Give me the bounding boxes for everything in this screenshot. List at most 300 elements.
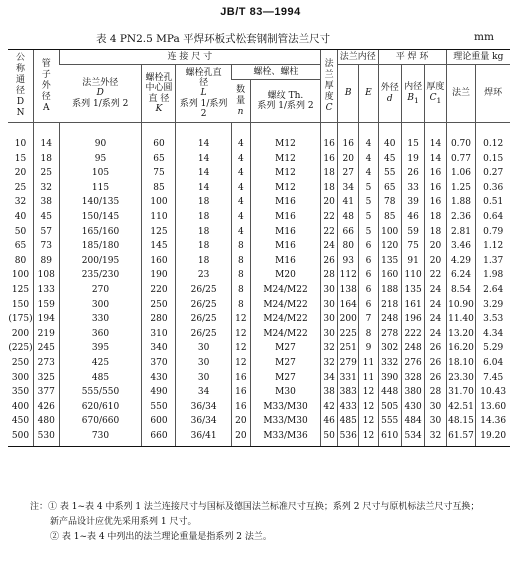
table-cell: 1.88: [446, 195, 476, 210]
table-cell: 15: [401, 123, 424, 152]
table-cell: 26: [321, 254, 338, 269]
table-cell: 8: [231, 239, 250, 254]
table-cell: 159: [34, 298, 60, 313]
table-cell: 12: [231, 312, 250, 327]
table-cell: 480: [34, 414, 60, 429]
table-cell: 555/550: [59, 385, 142, 400]
table-cell: 12: [231, 341, 250, 356]
table-cell: 14: [176, 166, 231, 181]
table-cell: 2.36: [446, 210, 476, 225]
table-cell: 85: [378, 210, 401, 225]
col-header-ring-od: 外径 d: [378, 65, 401, 123]
table-cell: M16: [250, 210, 320, 225]
table-cell: 48: [338, 210, 359, 225]
table-cell: 4: [359, 166, 378, 181]
table-cell: 26/25: [176, 298, 231, 313]
table-cell: 235/230: [59, 268, 142, 283]
table-cell: 620/610: [59, 400, 142, 415]
table-cell: 485: [338, 414, 359, 429]
table-cell: 14: [34, 123, 60, 152]
table-cell: 18: [176, 225, 231, 240]
table-cell: M16: [250, 195, 320, 210]
table-cell: 270: [59, 283, 142, 298]
table-cell: 14: [425, 152, 446, 167]
table-cell: 279: [338, 356, 359, 371]
table-cell: 6: [359, 283, 378, 298]
table-cell: 8: [231, 283, 250, 298]
table-row: [8, 123, 510, 152]
table-cell: 196: [401, 312, 424, 327]
table-cell: 22: [321, 210, 338, 225]
table-cell: 38: [321, 385, 338, 400]
table-cell: 400: [11, 401, 30, 412]
table-cell: 30: [176, 371, 231, 386]
table-cell: 536: [338, 429, 359, 447]
table-cell: 59: [401, 225, 424, 240]
table-cell: 100: [142, 195, 176, 210]
table-cell: M16: [250, 239, 320, 254]
table-cell: 160: [142, 254, 176, 269]
table-cell: 16: [231, 400, 250, 415]
table-cell: 325: [34, 371, 60, 386]
table-cell: 190: [142, 268, 176, 283]
table-cell: 38: [34, 195, 60, 210]
table-cell: M24/M22: [250, 298, 320, 313]
col-group-connection: 连 接 尺 寸: [59, 50, 321, 65]
table-cell: 65: [378, 181, 401, 196]
table-cell: 30: [176, 341, 231, 356]
table-cell: 218: [378, 298, 401, 313]
table-cell: 89: [34, 254, 60, 269]
table-cell: M20: [250, 268, 320, 283]
table-cell: 1.12: [476, 239, 510, 254]
col-header-flange-thickness: 法兰厚度 C: [321, 50, 338, 123]
table-cell: 91: [401, 254, 424, 269]
table-cell: M24/M22: [250, 283, 320, 298]
table-cell: 1.37: [476, 254, 510, 269]
table-cell: 26: [401, 166, 424, 181]
table-cell: 46: [401, 210, 424, 225]
table-cell: 20: [231, 429, 250, 447]
table-cell: 14: [176, 123, 231, 152]
table-row: [8, 195, 510, 210]
table-cell: 610: [378, 429, 401, 447]
table-cell: 4: [231, 166, 250, 181]
table-row: [8, 152, 510, 167]
table-cell: 18.10: [446, 356, 476, 371]
table-cell: 194: [34, 312, 60, 327]
col-group-bore: 法兰内径: [338, 50, 378, 65]
table-cell: 36/34: [176, 400, 231, 415]
col-group-bolts: 螺栓、螺柱: [231, 65, 320, 80]
table-cell: 30: [425, 400, 446, 415]
table-row: [8, 298, 510, 313]
table-cell: 660: [142, 429, 176, 447]
table-cell: 11: [359, 371, 378, 386]
table-cell: 500: [8, 429, 34, 447]
table-cell: 220: [142, 283, 176, 298]
table-cell: 16: [231, 385, 250, 400]
table-cell: 328: [401, 371, 424, 386]
table-cell: 14.36: [476, 414, 510, 429]
table-cell: 0.27: [476, 166, 510, 181]
table-cell: 6.04: [476, 356, 510, 371]
table-cell: 6: [359, 298, 378, 313]
table-cell: 222: [401, 327, 424, 342]
table-cell: 133: [34, 283, 60, 298]
table-cell: 5: [359, 195, 378, 210]
table-cell: 30: [321, 327, 338, 342]
table-cell: 115: [59, 181, 142, 196]
table-cell: 24: [321, 239, 338, 254]
table-cell: 377: [34, 385, 60, 400]
table-cell: (225): [8, 343, 33, 354]
table-cell: 30: [425, 414, 446, 429]
table-cell: 10.90: [446, 298, 476, 313]
table-cell: M12: [250, 181, 320, 196]
table-cell: 60: [142, 123, 176, 152]
table-cell: 11: [359, 356, 378, 371]
table-cell: 80: [338, 239, 359, 254]
table-cell: 3.29: [476, 298, 510, 313]
table-row: [8, 225, 510, 240]
table-cell: 36/34: [176, 414, 231, 429]
table-cell: 28: [321, 268, 338, 283]
table-cell: 332: [378, 356, 401, 371]
table-cell: 42.51: [446, 400, 476, 415]
table-cell: 4: [231, 181, 250, 196]
table-cell: 12: [359, 414, 378, 429]
table-cell: 600: [142, 414, 176, 429]
table-cell: 20: [425, 239, 446, 254]
table-cell: 95: [59, 152, 142, 167]
table-cell: 46: [321, 414, 338, 429]
col-header-flange-weight: 法兰: [446, 65, 476, 123]
table-cell: 18: [425, 225, 446, 240]
table-cell: 32: [425, 429, 446, 447]
table-cell: 26: [425, 341, 446, 356]
table-cell: 33: [401, 181, 424, 196]
table-cell: M24/M22: [250, 327, 320, 342]
table-row: [8, 400, 510, 415]
table-cell: M33/M36: [250, 429, 320, 447]
table-cell: 5: [359, 225, 378, 240]
table-cell: 13.20: [446, 327, 476, 342]
table-cell: 485: [59, 371, 142, 386]
table-cell: 26/25: [176, 283, 231, 298]
table-cell: 28: [425, 385, 446, 400]
table-cell: 85: [142, 181, 176, 196]
col-header-ring-thickness: 厚度 $C_1$: [425, 65, 446, 123]
table-cell: 4: [231, 123, 250, 152]
table-cell: 6: [359, 239, 378, 254]
table-cell: 390: [378, 371, 401, 386]
col-header-thread: 螺纹 Th. 系列 1/系列 2: [250, 80, 320, 123]
table-cell: 24: [425, 327, 446, 342]
table-cell: 0.36: [476, 181, 510, 196]
table-cell: 530: [34, 429, 60, 447]
table-cell: 105: [59, 166, 142, 181]
table-cell: 45: [378, 152, 401, 167]
table-cell: 18: [176, 239, 231, 254]
notes: [30, 500, 515, 545]
table-cell: 6: [359, 254, 378, 269]
standard-header: JB/T 83—1994: [220, 6, 301, 18]
table-cell: 276: [401, 356, 424, 371]
table-cell: 150/145: [59, 210, 142, 225]
table-cell: 125: [11, 284, 30, 295]
table-cell: 2.81: [446, 225, 476, 240]
table-cell: 350: [11, 387, 30, 398]
table-cell: 278: [378, 327, 401, 342]
table-cell: 32: [34, 181, 60, 196]
col-header-pipe-od: 管子外径A: [34, 50, 60, 123]
table-cell: 300: [59, 298, 142, 313]
table-cell: (175): [8, 314, 33, 325]
table-cell: 23: [176, 268, 231, 283]
table-cell: 185/180: [59, 239, 142, 254]
table-cell: 1.25: [446, 181, 476, 196]
table-cell: 22: [425, 268, 446, 283]
table-cell: 65: [14, 241, 27, 252]
table-cell: 65: [142, 152, 176, 167]
table-cell: 7: [359, 312, 378, 327]
table-cell: 45: [34, 210, 60, 225]
table-cell: 16: [425, 166, 446, 181]
table-cell: 55: [378, 166, 401, 181]
table-row: [8, 210, 510, 225]
table-row: [8, 385, 510, 400]
table-cell: 430: [401, 400, 424, 415]
table-cell: 395: [59, 341, 142, 356]
table-cell: 4: [231, 195, 250, 210]
table-row: [8, 371, 510, 386]
table-cell: 4.34: [476, 327, 510, 342]
col-group-weight: 理论重量 kg: [446, 50, 510, 65]
table-cell: 225: [338, 327, 359, 342]
table-cell: 23.30: [446, 371, 476, 386]
table-cell: 330: [59, 312, 142, 327]
col-header-ring-weight: 焊环: [476, 65, 510, 123]
table-cell: 20: [338, 152, 359, 167]
table-cell: 670/660: [59, 414, 142, 429]
table-cell: 24: [425, 283, 446, 298]
table-cell: 31.70: [446, 385, 476, 400]
table-cell: 12: [231, 356, 250, 371]
table-cell: 164: [338, 298, 359, 313]
table-cell: 34: [176, 385, 231, 400]
table-cell: 93: [338, 254, 359, 269]
table-cell: 302: [378, 341, 401, 356]
table-cell: 310: [142, 327, 176, 342]
table-cell: 30: [176, 356, 231, 371]
table-cell: 245: [34, 341, 60, 356]
col-header-flange-od: 法兰外径 D 系列 1/系列 2: [59, 65, 142, 123]
table-cell: 73: [34, 239, 60, 254]
table-cell: M12: [250, 166, 320, 181]
table-cell: 2.64: [476, 283, 510, 298]
table-cell: 4.29: [446, 254, 476, 269]
table-cell: 26/25: [176, 327, 231, 342]
table-cell: 425: [59, 356, 142, 371]
table-cell: 484: [401, 414, 424, 429]
table-row: [8, 239, 510, 254]
table-cell: 200: [11, 328, 30, 339]
table-row: [8, 429, 510, 447]
table-cell: 165/160: [59, 225, 142, 240]
note-1-cont: 新产品设计应优先采用系列 1 尺寸。: [50, 517, 197, 527]
table-cell: 4: [231, 152, 250, 167]
table-cell: 14: [425, 123, 446, 152]
table-cell: 24: [425, 298, 446, 313]
table-cell: 4: [359, 152, 378, 167]
table-cell: 5: [359, 210, 378, 225]
col-header-bolt-count: 数量 n: [231, 80, 250, 123]
col-header-ring-id: 内径 $B_1$: [401, 65, 424, 123]
table-cell: M33/M30: [250, 400, 320, 415]
table-cell: 57: [34, 225, 60, 240]
table-cell: 1.98: [476, 268, 510, 283]
table-cell: 108: [34, 268, 60, 283]
table-row: [8, 181, 510, 196]
table-cell: 219: [34, 327, 60, 342]
table-cell: 25: [34, 166, 60, 181]
table-cell: 27: [338, 166, 359, 181]
table-cell: 16: [231, 371, 250, 386]
table-cell: 370: [142, 356, 176, 371]
table-cell: M16: [250, 254, 320, 269]
table-cell: 20: [425, 254, 446, 269]
table-cell: M12: [250, 152, 320, 167]
table-cell: 26/25: [176, 312, 231, 327]
table-caption: 表 4 PN2.5 MPa 平焊环板式松套钢制管法兰尺寸: [96, 33, 331, 45]
table-cell: 120: [378, 239, 401, 254]
table-cell: 145: [142, 239, 176, 254]
table-cell: 433: [338, 400, 359, 415]
col-header-dn: 公称通径DN: [8, 50, 34, 123]
table-cell: 0.70: [446, 123, 476, 152]
table-cell: 6: [359, 268, 378, 283]
table-cell: 20: [321, 195, 338, 210]
col-header-e: E: [359, 65, 378, 123]
table-cell: M24/M22: [250, 312, 320, 327]
table-cell: 505: [378, 400, 401, 415]
table-cell: 300: [11, 372, 30, 383]
table-cell: 200: [338, 312, 359, 327]
table-cell: 12: [359, 385, 378, 400]
table-cell: 48.15: [446, 414, 476, 429]
table-cell: 30: [321, 312, 338, 327]
table-cell: 30: [321, 283, 338, 298]
table-cell: 18: [176, 195, 231, 210]
table-cell: 430: [142, 371, 176, 386]
table-cell: 20: [231, 414, 250, 429]
table-cell: 3.53: [476, 312, 510, 327]
table-cell: M27: [250, 356, 320, 371]
table-row: [8, 166, 510, 181]
table-cell: 10: [14, 139, 27, 149]
table-cell: 4: [359, 123, 378, 152]
col-group-weld-ring: 平 焊 环: [378, 50, 446, 65]
table-cell: 555: [378, 414, 401, 429]
table-cell: 18: [176, 210, 231, 225]
table-cell: M16: [250, 225, 320, 240]
table-cell: 4: [231, 225, 250, 240]
table-cell: 16: [321, 123, 338, 152]
table-cell: 36/41: [176, 429, 231, 447]
unit-label: mm: [474, 31, 494, 43]
table-cell: 8: [231, 254, 250, 269]
table-cell: 15: [14, 153, 27, 164]
table-cell: 12: [359, 429, 378, 447]
table-cell: 20: [14, 168, 27, 179]
table-cell: 4: [231, 210, 250, 225]
col-header-bolt-hole: 螺栓孔直 径 L 系列 1/系列 2: [176, 65, 231, 123]
table-cell: 161: [401, 298, 424, 313]
table-cell: 7.45: [476, 371, 510, 386]
table-cell: 25: [14, 182, 27, 193]
table-cell: 0.79: [476, 225, 510, 240]
table-cell: 0.77: [446, 152, 476, 167]
table-cell: 32: [321, 341, 338, 356]
note-1: 注：① 表 1~表 4 中系列 1 法兰连接尺寸与国标及德国法兰标准尺寸互换；系列 2 尺寸与原机标法兰尺寸互换；: [30, 502, 480, 512]
table-cell: M33/M30: [250, 414, 320, 429]
table-cell: 16.20: [446, 341, 476, 356]
table-cell: 90: [59, 123, 142, 152]
col-header-b: B: [338, 65, 359, 123]
table-cell: 110: [401, 268, 424, 283]
table-cell: 250: [11, 357, 30, 368]
table-cell: 18: [321, 166, 338, 181]
table-cell: 140/135: [59, 195, 142, 210]
table-cell: 0.15: [476, 152, 510, 167]
table-cell: 550: [142, 400, 176, 415]
table-row: [8, 414, 510, 429]
table-cell: 100: [11, 270, 30, 281]
table-cell: 24: [425, 312, 446, 327]
table-row: [8, 254, 510, 269]
table-cell: 100: [378, 225, 401, 240]
table-cell: 26: [425, 356, 446, 371]
table-cell: 135: [401, 283, 424, 298]
table-cell: 273: [34, 356, 60, 371]
table-cell: 14: [176, 152, 231, 167]
table-cell: 42: [321, 400, 338, 415]
table-cell: 78: [378, 195, 401, 210]
col-header-bolt-circle: 螺栓孔中心圆直 径 K: [142, 65, 176, 123]
table-cell: 248: [378, 312, 401, 327]
table-cell: 250: [142, 298, 176, 313]
table-cell: 8: [359, 327, 378, 342]
table-row: [8, 341, 510, 356]
table-cell: 14: [176, 181, 231, 196]
table-cell: 66: [338, 225, 359, 240]
table-cell: 188: [378, 283, 401, 298]
table-cell: 0.64: [476, 210, 510, 225]
table-cell: 30: [321, 298, 338, 313]
table-cell: M27: [250, 371, 320, 386]
table-row: [8, 312, 510, 327]
table-row: [8, 283, 510, 298]
table-cell: 34: [338, 181, 359, 196]
table-cell: 138: [338, 283, 359, 298]
table-cell: 6.24: [446, 268, 476, 283]
table-cell: 135: [378, 254, 401, 269]
table-cell: 9: [359, 341, 378, 356]
table-cell: 40: [378, 123, 401, 152]
table-cell: 26: [425, 371, 446, 386]
table-cell: 251: [338, 341, 359, 356]
